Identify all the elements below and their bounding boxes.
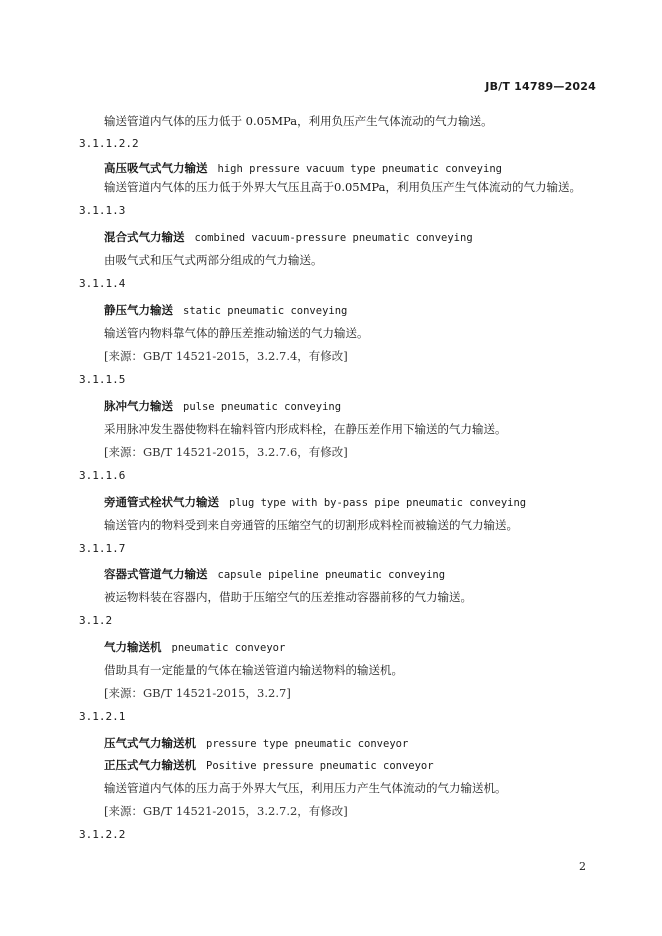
source-note: [来源：GB/T 14521-2015，3.2.7.4，有修改] [104, 349, 348, 363]
definition-text: 借助具有一定能量的气体在输送管道内输送物料的输送机。 [104, 663, 403, 677]
clause-number: 3.1.1.2.2 [79, 137, 139, 150]
term-entry [104, 639, 285, 655]
term-english: capsule pipeline pneumatic conveying [217, 569, 446, 581]
term-chinese: 容器式管道气力输送 [104, 567, 208, 581]
definition-text: 输送管内物料靠气体的静压差推动输送的气力输送。 [104, 326, 369, 340]
term-english: plug type with by-pass pipe pneumatic conveying [229, 497, 527, 509]
clause-number: 3.1.1.3 [79, 204, 126, 217]
document-code: JB/T 14789—2024 [485, 80, 596, 93]
definition-text: 由吸气式和压气式两部分组成的气力输送。 [104, 253, 323, 267]
term-english: combined vacuum-pressure pneumatic conveying [194, 232, 473, 244]
definition-text: 输送管道内气体的压力低于 0.05MPa，利用负压产生气体流动的气力输送。 [104, 114, 493, 128]
definition-text: 输送管道内气体的压力低于外界大气压且高于0.05MPa，利用负压产生气体流动的气力输送。 [104, 180, 581, 194]
term-entry [104, 494, 526, 510]
clause-number: 3.1.2.2 [79, 828, 126, 841]
term-chinese: 静压气力输送 [104, 303, 173, 317]
term-chinese: 气力输送机 [104, 640, 162, 654]
source-note: [来源：GB/T 14521-2015，3.2.7] [104, 686, 291, 700]
source-note: [来源：GB/T 14521-2015，3.2.7.2，有修改] [104, 804, 348, 818]
clause-number: 3.1.2 [79, 614, 113, 627]
source-note: [来源：GB/T 14521-2015，3.2.7.6，有修改] [104, 445, 348, 459]
term-chinese: 正压式气力输送机 [104, 758, 196, 772]
term-chinese: 混合式气力输送 [104, 230, 185, 244]
clause-number: 3.1.1.5 [79, 373, 126, 386]
term-english: pulse pneumatic conveying [183, 401, 342, 413]
term-entry [104, 160, 502, 176]
term-entry [104, 302, 347, 318]
term-chinese: 高压吸气式气力输送 [104, 161, 208, 175]
definition-text: 采用脉冲发生器使物料在输料管内形成料栓，在静压差作用下输送的气力输送。 [104, 422, 507, 436]
term-chinese: 压气式气力输送机 [104, 736, 196, 750]
term-english: static pneumatic conveying [183, 305, 348, 317]
term-entry [104, 229, 473, 245]
term-entry [104, 735, 408, 751]
term-chinese: 旁通管式栓状气力输送 [104, 495, 219, 509]
term-english: pneumatic conveyor [171, 642, 286, 654]
term-entry [104, 566, 445, 582]
clause-number: 3.1.1.4 [79, 277, 126, 290]
page-number: 2 [579, 860, 586, 873]
clause-number: 3.1.1.7 [79, 542, 126, 555]
term-entry [104, 757, 434, 773]
definition-text: 输送管内的物料受到来自旁通管的压缩空气的切割形成料栓而被输送的气力输送。 [104, 518, 518, 532]
clause-number: 3.1.2.1 [79, 710, 126, 723]
definition-text: 被运物料装在容器内，借助于压缩空气的压差推动容器前移的气力输送。 [104, 590, 472, 604]
term-english: pressure type pneumatic conveyor [206, 738, 409, 750]
clause-number: 3.1.1.6 [79, 469, 126, 482]
definition-text: 输送管道内气体的压力高于外界大气压，利用压力产生气体流动的气力输送机。 [104, 781, 507, 795]
term-english: Positive pressure pneumatic conveyor [206, 760, 434, 772]
term-chinese: 脉冲气力输送 [104, 399, 173, 413]
term-entry [104, 398, 341, 414]
term-english: high pressure vacuum type pneumatic conveying [217, 163, 502, 175]
